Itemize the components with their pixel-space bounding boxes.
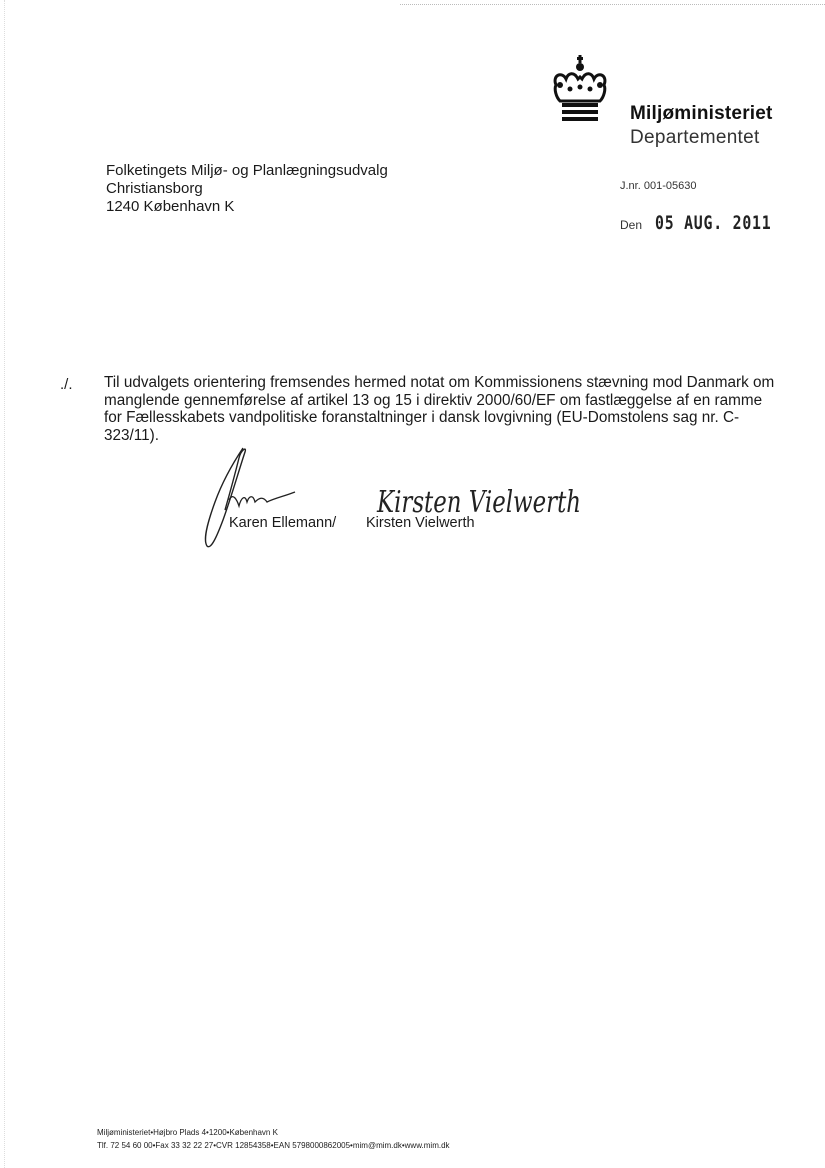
recipient-line: 1240 København K (106, 198, 235, 215)
body-line: for Fællesskabets vandpolitiske foranstaltninger i dansk lovgivning (EU-Domstolens sag nr. C- (104, 409, 740, 426)
body-line: 323/11). (104, 426, 159, 444)
signer-name-2: Kirsten Vielwerth (366, 515, 475, 531)
date-stamp: 05 AUG. 2011 (655, 212, 772, 234)
footer-address: Miljøministeriet•Højbro Plads 4•1200•København K (97, 1128, 278, 1137)
recipient-line: Folketingets Miljø- og Planlægningsudvalg (106, 162, 388, 179)
org-name: Miljøministeriet (630, 103, 773, 124)
letter-body (104, 374, 775, 444)
journal-number: J.nr. 001-05630 (620, 180, 697, 192)
body-line: manglende gennemførelse af artikel 13 og 15 i direktiv 2000/60/EF om fastlæggelse af en ramme (104, 391, 763, 409)
signature-karen-ellemann (195, 440, 305, 555)
signature-script: Kirsten Vielwerth (376, 485, 581, 520)
body-line: Til udvalgets orientering fremsendes hermed notat om Kommissionens stævning mod Danmark om (104, 374, 775, 391)
footer-contact: Tlf. 72 54 60 00•Fax 33 32 22 27•CVR 12854358•EAN 5798000862005•mim@mim.dk•www.mim.dk (97, 1141, 450, 1150)
scan-edge-top (400, 4, 825, 5)
org-department: Departementet (630, 127, 760, 148)
scan-edge-left (4, 0, 5, 1168)
recipient-address (106, 162, 388, 216)
date-label: Den (620, 218, 643, 232)
royal-crown-icon (548, 55, 612, 125)
enclosure-mark: ./. (60, 376, 73, 393)
signer-name-1: Karen Ellemann/ (229, 515, 337, 531)
recipient-line: Christiansborg (106, 180, 203, 197)
